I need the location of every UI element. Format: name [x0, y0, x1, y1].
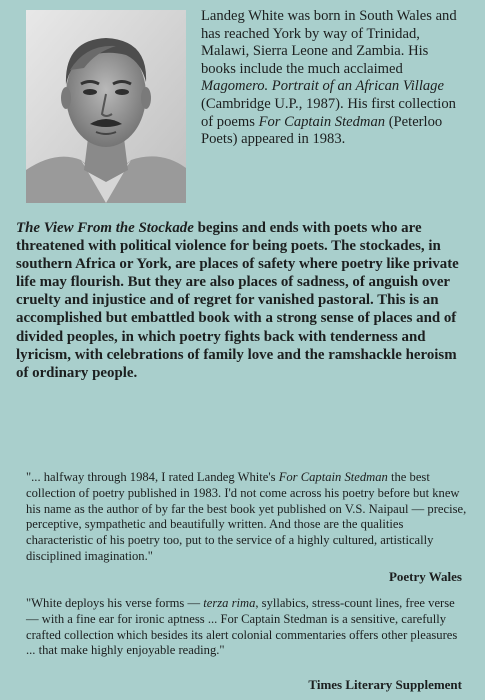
review2-text-1: "White deploys his verse forms — — [26, 596, 204, 610]
book-blurb — [16, 219, 472, 382]
blurb-book-title: The View From the Stockade — [16, 220, 194, 236]
review1-book-title: For Captain Stedman — [278, 470, 388, 484]
review2-italic-term: terza rima — [203, 596, 256, 610]
bio-book-title-1: Magomero. Portrait of an African Village — [201, 78, 444, 95]
author-portrait-image — [26, 10, 186, 203]
review1-text-2: the best collection of poetry published in 1983. I'd not come across his poetry before but knew his name as the author of by far the best book yet published on V.S. Naipaul — precise, perceptive, sympathetic and beautifully written. And those are the qualities characteristic of his poetry too, put to the service of a highly cultured, artistically disciplined imagination." — [26, 470, 467, 563]
bio-text-3: (Peterloo Poets) appeared in 1983. — [201, 113, 443, 148]
review2-text-2: , syllabics, stress-count lines, free verse — with a fine ear for ironic aptness ... For Captain Stedman is a sensitive, carefully crafted collection which besides its alert colonial commentaries offers other pleasures ... that make highly enjoyable reading." — [26, 596, 458, 658]
author-bio — [201, 8, 461, 149]
bio-book-title-2: For Captain Stedman — [258, 113, 386, 130]
review-quote-2 — [26, 596, 468, 659]
blurb-text: begins and ends with poets who are threatened with political violence for being poets. The stockades, in southern Africa or York, are places of safety where poetry like private life may flourish. But they are also places of sadness, of anguish over cruelty and injustice and of regret for vanished pastoral. This is an accomplished but embattled book with a strong sense of places and of divided peoples, in which poetry fights back with tenderness and lyricism, with celebrations of family love and the ramshackle heroism of ordinary people. — [16, 220, 459, 381]
bio-text-2: (Cambridge U.P., 1987). His first collection of poems — [201, 95, 456, 130]
review2-source: Times Literary Supplement — [308, 677, 462, 692]
author-photo — [26, 10, 186, 203]
bio-text-1: Landeg White was born in South Wales and has reached York by way of Trinidad, Malawi, Sierra Leone and Zambia. His books include the much acclaimed — [201, 8, 457, 77]
review1-source: Poetry Wales — [388, 569, 462, 584]
review-quote-1 — [26, 470, 468, 565]
review1-text-1: "... halfway through 1984, I rated Landeg White's — [26, 470, 279, 484]
